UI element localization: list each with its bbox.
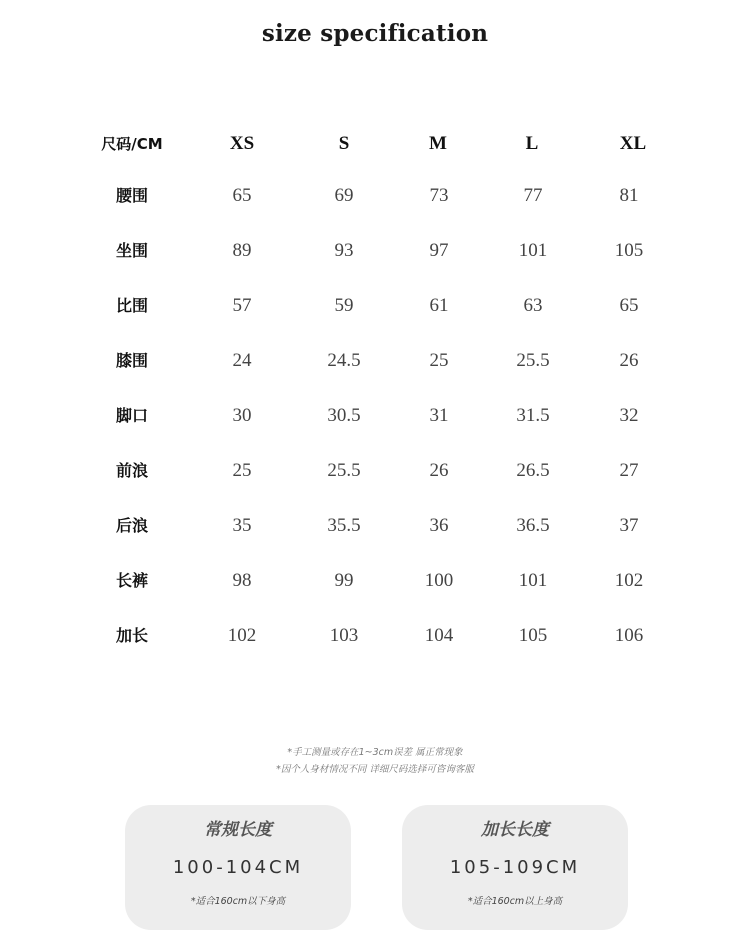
row-label: 坐围 <box>115 241 148 260</box>
table-cell: 105 <box>614 240 644 261</box>
card-note: *适合160cm以下身高 <box>190 896 286 907</box>
table-row <box>0 566 750 596</box>
table-cell: 106 <box>614 625 644 646</box>
length-card-regular <box>125 805 351 930</box>
row-label: 比围 <box>115 296 148 315</box>
table-cell: 99 <box>334 570 354 591</box>
table-cell: 25 <box>429 350 449 371</box>
table-cell: 27 <box>619 460 639 481</box>
table-row <box>0 236 750 266</box>
length-card-long <box>402 805 628 930</box>
table-cell: 89 <box>232 240 252 261</box>
table-cell: 77 <box>523 185 543 206</box>
table-cell: 37 <box>619 515 639 536</box>
table-cell: 30.5 <box>327 405 361 426</box>
table-cell: 57 <box>232 295 252 316</box>
table-cell: 25.5 <box>327 460 361 481</box>
row-label: 后浪 <box>115 516 148 535</box>
table-cell: 31.5 <box>516 405 550 426</box>
table-cell: 101 <box>518 240 548 261</box>
card-note: *适合160cm以上身高 <box>467 896 563 907</box>
table-row <box>0 181 750 211</box>
corner-label: 尺码/CM <box>101 135 163 153</box>
size-header: S <box>338 133 350 154</box>
row-label: 膝围 <box>115 351 148 370</box>
table-row <box>0 346 750 376</box>
table-row <box>0 456 750 486</box>
table-cell: 61 <box>429 295 449 316</box>
table-cell: 98 <box>232 570 252 591</box>
table-cell: 31 <box>429 405 449 426</box>
card-range: 105-109CM <box>449 857 581 878</box>
table-cell: 26.5 <box>516 460 550 481</box>
table-cell: 101 <box>518 570 548 591</box>
card-heading: 常规长度 <box>204 820 272 840</box>
table-cell: 24.5 <box>327 350 361 371</box>
page-title: size specification <box>261 20 489 47</box>
table-cell: 25 <box>232 460 252 481</box>
table-cell: 24 <box>232 350 252 371</box>
table-cell: 65 <box>232 185 252 206</box>
row-label: 加长 <box>115 626 148 645</box>
table-cell: 65 <box>619 295 639 316</box>
row-label: 腰围 <box>115 186 148 205</box>
table-cell: 105 <box>518 625 548 646</box>
table-cell: 69 <box>334 185 354 206</box>
table-cell: 102 <box>227 625 257 646</box>
card-heading: 加长长度 <box>481 820 549 840</box>
size-header: L <box>525 133 539 154</box>
table-row <box>0 291 750 321</box>
table-cell: 26 <box>429 460 449 481</box>
table-cell: 26 <box>619 350 639 371</box>
table-cell: 35.5 <box>327 515 361 536</box>
table-cell: 35 <box>232 515 252 536</box>
measurement-notes <box>0 744 750 778</box>
row-label: 前浪 <box>115 461 148 480</box>
table-row <box>0 511 750 541</box>
table-row <box>0 621 750 651</box>
table-cell: 73 <box>429 185 449 206</box>
table-cell: 97 <box>429 240 449 261</box>
table-cell: 103 <box>329 625 359 646</box>
table-cell: 104 <box>424 625 454 646</box>
table-cell: 93 <box>334 240 354 261</box>
table-cell: 30 <box>232 405 252 426</box>
table-cell: 32 <box>619 405 639 426</box>
size-header: XL <box>619 133 647 154</box>
table-cell: 25.5 <box>516 350 550 371</box>
note-line: *手工测量或存在1~3cm误差 属正常现象 <box>287 747 463 758</box>
table-row <box>0 401 750 431</box>
table-cell: 59 <box>334 295 354 316</box>
table-header-row <box>0 129 750 159</box>
card-range: 100-104CM <box>172 857 304 878</box>
table-cell: 63 <box>523 295 543 316</box>
row-label: 长裤 <box>115 571 148 590</box>
table-cell: 100 <box>424 570 454 591</box>
table-cell: 36 <box>429 515 449 536</box>
size-header: M <box>429 133 447 154</box>
table-cell: 36.5 <box>516 515 550 536</box>
row-label: 脚口 <box>115 406 148 425</box>
size-header: XS <box>229 133 255 154</box>
table-cell: 81 <box>619 185 639 206</box>
note-line: *因个人身材情况不同 详细尺码选择可咨询客服 <box>276 764 474 775</box>
table-cell: 102 <box>614 570 644 591</box>
